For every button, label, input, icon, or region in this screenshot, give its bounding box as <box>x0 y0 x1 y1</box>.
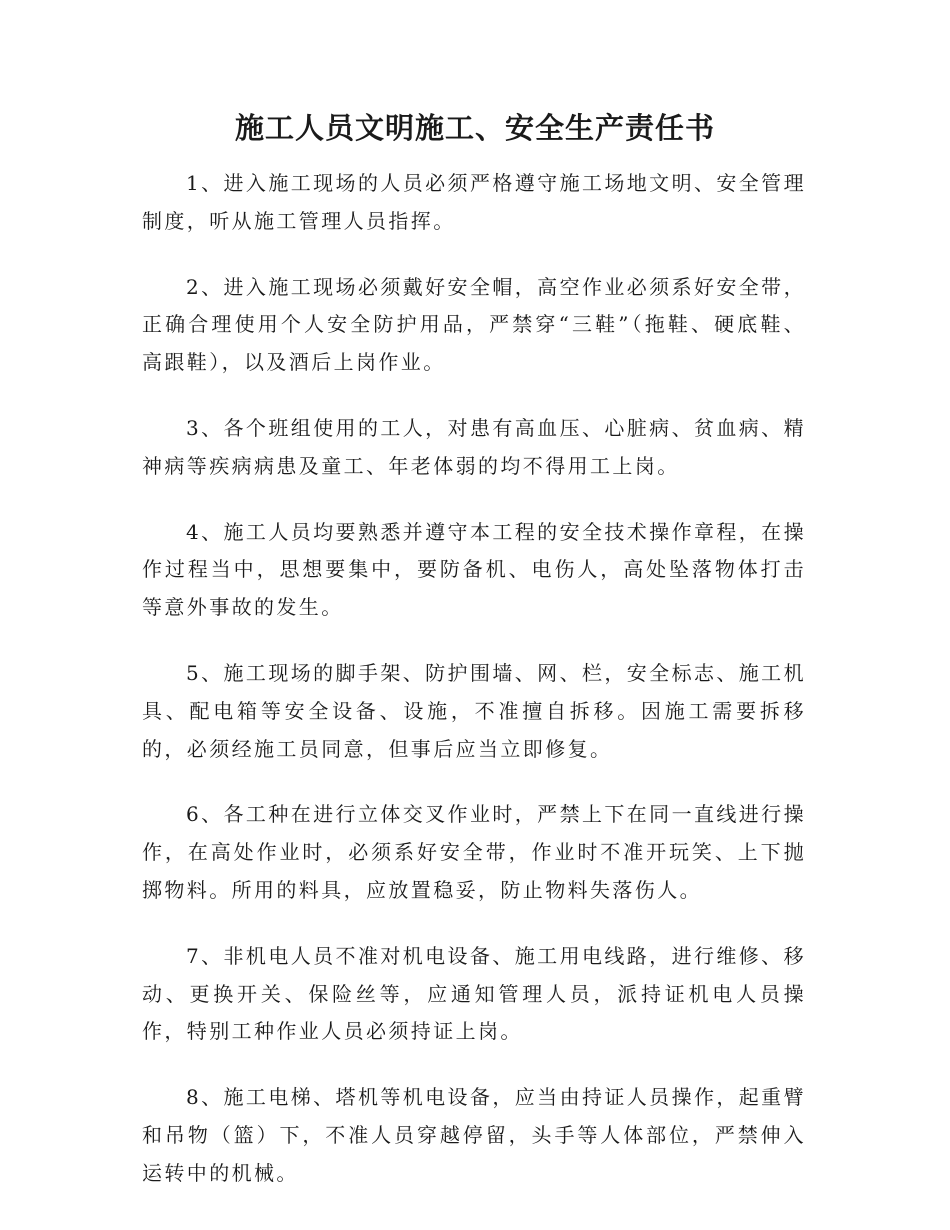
clause-5: 5、施工现场的脚手架、防护围墙、网、栏，安全标志、施工机具、配电箱等安全设备、设施，不准擅自拆移。因施工需要拆移的，必须经施工员同意，但事后应当立即修复。 <box>142 660 806 761</box>
clause-8: 8、施工电梯、塔机等机电设备，应当由持证人员操作，起重臂和吊物（篮）下，不准人员穿越停留，头手等人体部位，严禁伸入运转中的机械。 <box>142 1085 806 1185</box>
clause-1: 1、进入施工现场的人员必须严格遵守施工场地文明、安全管理制度，听从施工管理人员指挥。 <box>142 171 806 233</box>
document-body <box>142 165 806 1221</box>
clause-3: 3、各个班组使用的工人，对患有高血压、心脏病、贫血病、精神病等疾病病患及童工、年老体弱的均不得用工上岗。 <box>142 415 806 478</box>
clause-6: 6、各工种在进行立体交叉作业时，严禁上下在同一直线进行操作，在高处作业时，必须系好安全带，作业时不准开玩笑、上下抛掷物料。所用的料具，应放置稳妥，防止物料失落伤人。 <box>142 802 806 902</box>
document-title: 施工人员文明施工、安全生产责任书 <box>234 111 715 145</box>
clause-4: 4、施工人员均要熟悉并遵守本工程的安全技术操作章程，在操作过程当中，思想要集中，要防备机、电伤人，高处坠落物体打击等意外事故的发生。 <box>142 519 806 620</box>
clause-2: 2、进入施工现场必须戴好安全帽，高空作业必须系好安全带，正确合理使用个人安全防护用品，严禁穿“三鞋”（拖鞋、硬底鞋、高跟鞋），以及酒后上岗作业。 <box>142 274 806 375</box>
clause-7: 7、非机电人员不准对机电设备、施工用电线路，进行维修、移动、更换开关、保险丝等，应通知管理人员，派持证机电人员操作，特别工种作业人员必须持证上岗。 <box>142 943 806 1044</box>
